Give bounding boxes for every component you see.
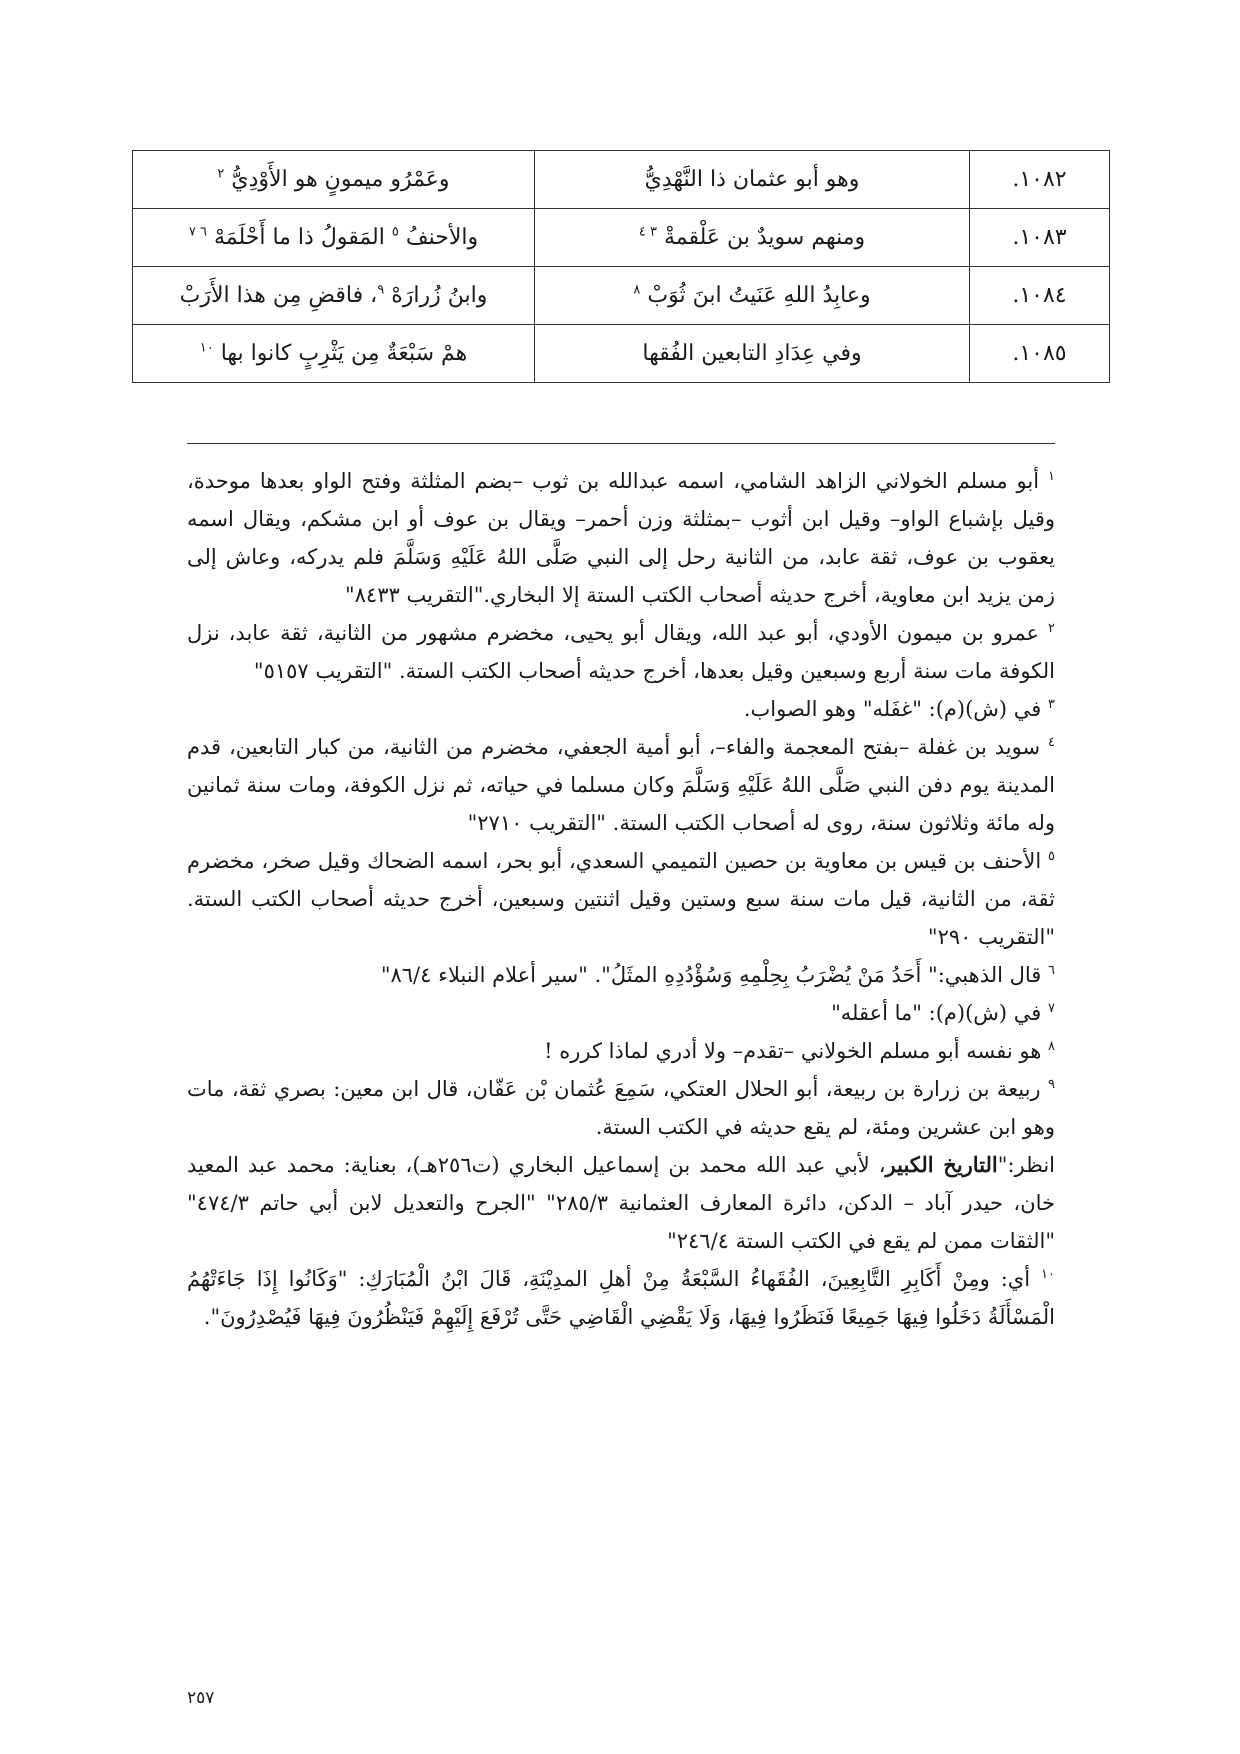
verse-row [133, 267, 1110, 325]
footnote-number: ٦ [1048, 963, 1055, 978]
footnote-ref: ٣ ٤ [638, 224, 657, 240]
page-number: ٢٥٧ [187, 1688, 215, 1708]
footnote [187, 1070, 1055, 1146]
footnote [187, 956, 1055, 994]
hemistich-text: وفي عِدَادِ التابعين الفُقها [642, 341, 862, 366]
footnote-text: في (ش)(م): "ما أعقله" [831, 1001, 1042, 1025]
footnote-number: ٣ [1048, 697, 1055, 712]
footnote [187, 1260, 1055, 1336]
footnote-ref: ١٠ [199, 340, 214, 356]
footnote-number: ٧ [1048, 1001, 1055, 1016]
footnote [187, 1032, 1055, 1070]
footnote [187, 614, 1055, 690]
verse-second-hemistich [133, 325, 535, 383]
verse-row [133, 325, 1110, 383]
footnote-number: ٤ [1048, 735, 1055, 750]
footnote-text: قال الذهبي:" أَحَدُ مَنْ يُضْرَبُ بِحِلْمِهِ وَسُؤْدُدِهِ المثَلُ". "سير أعلام النبلاء ٨٦/٤" [380, 963, 1042, 987]
verse-first-hemistich [535, 267, 970, 325]
verse-first-hemistich [535, 151, 970, 209]
verse-number: ١٠٨٢. [970, 151, 1110, 209]
verse-second-hemistich [133, 151, 535, 209]
footnote-ref: ٦ ٧ [188, 224, 207, 240]
footnote-ref: ٨ [633, 282, 641, 298]
verse-number: ١٠٨٣. [970, 209, 1110, 267]
reference-prefix: انظر:" [997, 1153, 1056, 1177]
footnote-text: هو نفسه أبو مسلم الخولاني –تقدم– ولا أدري لماذا كرره ! [544, 1039, 1042, 1063]
footnote-separator [187, 443, 1055, 444]
footnote [187, 994, 1055, 1032]
footnote-number: ٥ [1048, 849, 1055, 864]
footnotes [187, 462, 1055, 1336]
footnote-text: عمرو بن ميمون الأودي، أبو عبد الله، ويقال أبو يحيى، مخضرم مشهور من الثانية، ثقة عابد، نزل الكوفة مات سنة أربع وسبعين وقيل بعدها، أخرج حديثه أصحاب الكتب الستة. "التقريب ٥١٥٧" [187, 621, 1055, 683]
footnote-text: الأحنف بن قيس بن معاوية بن حصين التميمي السعدي، أبو بحر، اسمه الضحاك وقيل صخر، مخضرم ثقة، من الثانية، قيل مات سنة سبع وستين وقيل اثنتين وسبعين، أخرج حديثه أصحاب الكتب الستة. "التقريب ٢٩٠" [187, 849, 1055, 949]
footnote [187, 842, 1055, 956]
footnote-number: ٨ [1048, 1039, 1055, 1054]
footnote-number: ٩ [1048, 1077, 1055, 1092]
hemistich-text: ، فاقضِ مِن هذا الأَرَبْ [179, 283, 378, 308]
footnote-text: أبو مسلم الخولاني الزاهد الشامي، اسمه عبدالله بن ثوب –بضم المثلثة وفتح الواو بعدها موحدة، وقيل بإشباع الواو– وقيل ابن أثوب –بمثلثة وزن أحمر– ويقال بن عوف أو ابن مشكم، ويقال اسمه يعقوب بن عوف، ثقة عابد، من الثانية رحل إلى النبي صَلَّى اللهُ عَلَيْهِ وَسَلَّمَ فلم يدركه، وعاش إلى زمن يزيد ابن معاوية، أخرج حديثه أصحاب الكتب الستة إلا البخاري."التقريب ٨٤٣٣" [187, 469, 1055, 607]
hemistich-text: والأحنفُ [405, 225, 479, 250]
hemistich-text: وعَمْرُو ميمونٍ هو الأَوْدِيُّ [231, 167, 450, 192]
book-title: التاريخ الكبير [885, 1152, 998, 1177]
footnote [187, 462, 1055, 614]
footnote-number: ٢ [1048, 621, 1055, 636]
footnote-text: في (ش)(م): "غفَله" وهو الصواب. [743, 697, 1042, 721]
verse-row [133, 209, 1110, 267]
footnote-ref: ٢ [217, 166, 225, 182]
footnote-text: ، لأبي عبد الله محمد بن إسماعيل البخاري (ت٢٥٦هـ)، بعناية: محمد عبد المعيد خان، حيدر آباد – الدكن، دائرة المعارف العثمانية ٢٨٥/٣" "الجرح والتعديل لابن أبي حاتم ٤٧٤/٣" "الثقات ممن لم يقع في الكتب الستة ٢٤٦/٤" [187, 1153, 1056, 1253]
footnote-number: ١٠ [1041, 1267, 1055, 1282]
hemistich-text: وابنُ زُرارَهْ [391, 283, 488, 308]
verse-second-hemistich [133, 267, 535, 325]
verse-row [133, 151, 1110, 209]
footnote-text: أي: ومِنْ أَكَابِرِ التَّابِعِينَ، الفُقَهاءُ السَّبْعَةُ مِنْ أهلِ المدِيْنَةِ، قَالَ ابْنُ الْمُبَارَكِ: "وَكَانُوا إِذَا جَاءَتْهُمُ الْمَسْأَلَةُ دَخَلُوا فِيهَا جَمِيعًا فَنَظَرُوا فِيهَا، وَلَا يَقْضِي الْقَاضِي حَتَّى تُرْفَعَ إِلَيْهِمْ فَيَنْظُرُونَ فِيهَا فَيُصْدِرُونَ". [187, 1267, 1055, 1329]
footnote-ref: ٩ [377, 282, 385, 298]
verse-table [132, 150, 1110, 383]
hemistich-text: وهو أبو عثمان ذا النَّهْدِيُّ [644, 167, 860, 192]
footnote-text: سويد بن غفلة –بفتح المعجمة والفاء–، أبو أمية الجعفي، مخضرم من الثانية، من كبار التابعين، قدم المدينة يوم دفن النبي صَلَّى اللهُ عَلَيْهِ وَسَلَّمَ وكان مسلما في حياته، ثم نزل الكوفة، ومات سنة ثمانين وله مائة وثلاثون سنة، روى له أصحاب الكتب الستة. "التقريب ٢٧١٠" [187, 735, 1055, 835]
footnote-reference [187, 1146, 1055, 1260]
hemistich-text: همْ سَبْعَةٌ مِن يَثْرِبٍ كانوا بها [220, 341, 468, 366]
footnote-text: ربيعة بن زرارة بن ربيعة، أبو الحلال العتكي، سَمِعَ عُثمان بْن عَفّان، قال ابن معين: بصري ثقة، مات وهو ابن عشرين ومئة، لم يقع حديثه في الكتب الستة. [187, 1077, 1055, 1139]
footnote-ref: ٥ [391, 224, 399, 240]
verse-first-hemistich [535, 209, 970, 267]
verse-number: ١٠٨٤. [970, 267, 1110, 325]
hemistich-text: وعابِدُ اللهِ عَنَيتُ ابنَ ثُوَبْ [647, 283, 871, 308]
footnote [187, 728, 1055, 842]
verse-number: ١٠٨٥. [970, 325, 1110, 383]
verse-second-hemistich [133, 209, 535, 267]
verse-first-hemistich [535, 325, 970, 383]
footnote [187, 690, 1055, 728]
hemistich-text: ومنهم سويدٌ بن عَلْقمةْ [663, 225, 866, 250]
hemistich-text: المَقولُ ذا ما أَحْلَمَهْ [213, 225, 385, 250]
footnote-number: ١ [1048, 469, 1055, 484]
